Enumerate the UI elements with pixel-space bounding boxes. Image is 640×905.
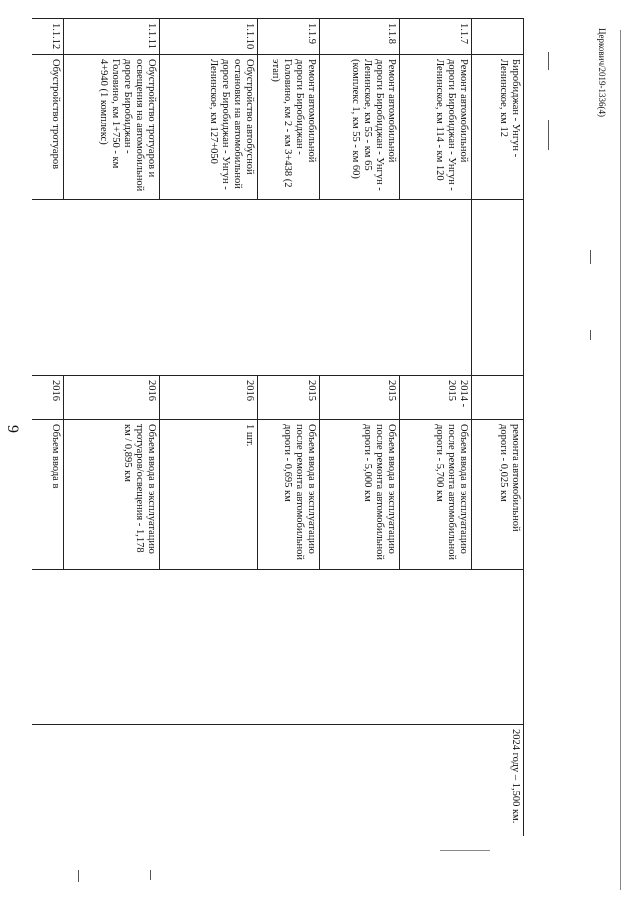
cell-year [472,376,524,420]
table-frame [32,18,524,836]
cell-number: 1.1.7 [400,19,472,55]
scan-mark [150,870,151,880]
page-number: 9 [4,425,21,433]
cell-number: 1.1.12 [32,19,64,55]
cell-year: 2016 [160,376,258,420]
cell-result: 1 шт. [160,420,258,570]
scan-mark [620,30,621,890]
cell-number [472,19,524,55]
cell-name: Ремонт автомобильной дороги Биробиджан - Унгун - Ленинское, км 114 - км 120 [400,55,472,200]
scan-mark [548,120,549,150]
scan-mark [590,250,591,264]
document-side-header: Церкович/2019-1336(4) [597,28,607,117]
cell-name: Ремонт автомобильной дороги Биробиджан - Унгун - Ленинское, км 55 - км 65 (комплекс 1, км 55 - км 60) [320,55,400,200]
rotated-table [32,18,524,836]
cell-executor [32,200,472,376]
cell-note: 2024 году – 1,500 км. [32,725,524,837]
cell-number: 1.1.9 [258,19,320,55]
cell-number: 1.1.10 [160,19,258,55]
cell-result: ремонта автомобильной дороги - 0,025 км [472,420,524,570]
measures-table [32,18,524,836]
cell-name: Биробиджан - Унгун - Ленинское, км 12 [472,55,524,200]
scan-mark [78,870,79,882]
cell-year: 2015 [258,376,320,420]
cell-name: Обустройство автобусной остановки на автомобильной дороге Биробиджан - Унгун - Ленинское, км 127+050 [160,55,258,200]
table-row [472,19,524,837]
cell-number: 1.1.11 [64,19,160,55]
cell-result: Объем ввода в эксплуатацию после ремонта автомобильной дороги - 5,700 км [400,420,472,570]
scan-mark [440,850,490,851]
scan-mark [590,330,591,340]
cell-year: 2014 - 2015 [400,376,472,420]
cell-result: Объем ввода в [32,420,64,570]
cell-executor [472,200,524,376]
cell-number: 1.1.8 [320,19,400,55]
cell-result: Объем ввода в эксплуатацию тротуаров/освещения - 1,178 км / 0,895 км [64,420,160,570]
cell-name: Обустройство тротуаров и освещения на автомобильной дороге Биробиджан - Головино, км 1+750 - км 4+940 (1 комплекс) [64,55,160,200]
cell-name: Ремонт автомобильной дороги Биробиджан - Головино, км 2 - км 3+438 (2 этап) [258,55,320,200]
cell-year: 2016 [64,376,160,420]
cell-year: 2015 [320,376,400,420]
cell-result: Объем ввода в эксплуатацию после ремонта автомобильной дороги - 5,000 км [320,420,400,570]
cell-name: Обустройство тротуаров [32,55,64,200]
cell-result: Объем ввода в эксплуатацию после ремонта автомобильной дороги - 0,695 км [258,420,320,570]
scan-mark [548,52,549,70]
cell-year: 2016 [32,376,64,420]
cell-extra [32,570,524,725]
